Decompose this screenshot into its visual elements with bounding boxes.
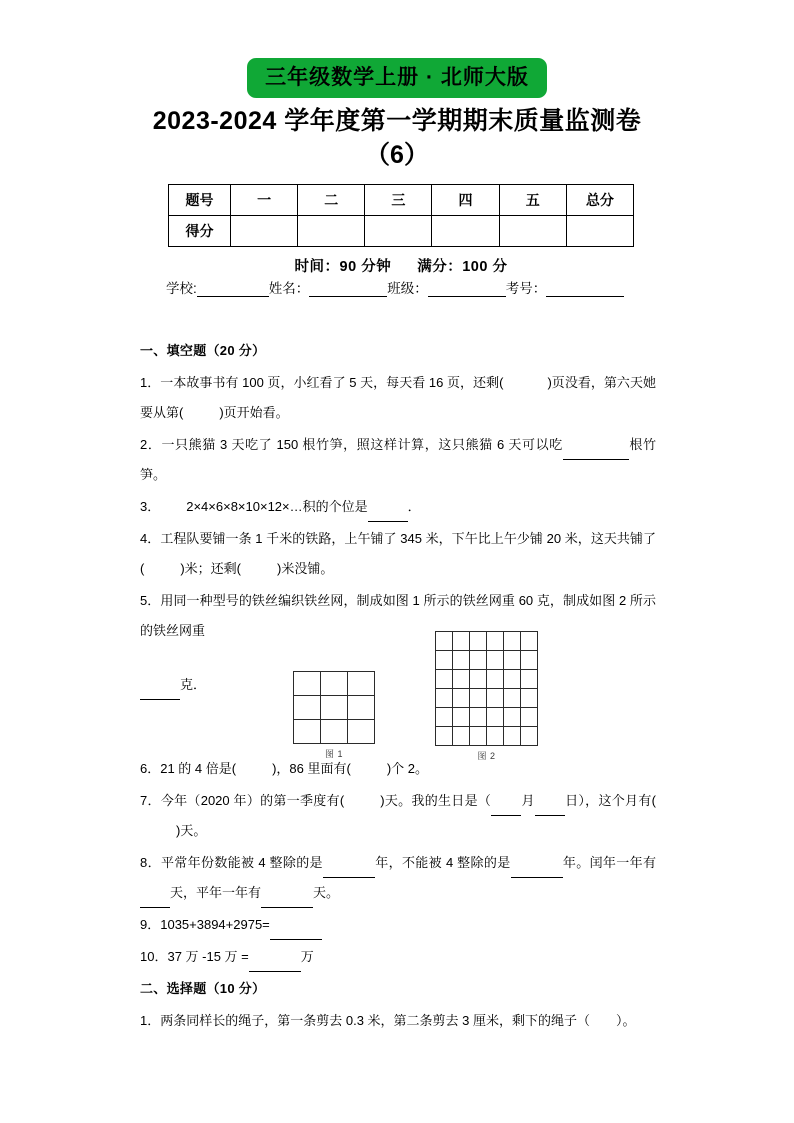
q-text-b: ． <box>407 499 421 514</box>
col-head-1: 一 <box>231 185 298 216</box>
q-text-b: 根竹笋。 <box>140 437 656 482</box>
row-label-tihao: 题号 <box>169 185 231 216</box>
q-text-b: ）。 <box>615 1013 636 1028</box>
q-text-d: 日），这个月有( <box>564 793 656 808</box>
page-title-sub: （6） <box>365 141 429 169</box>
section-heading-multiple-choice: 二、选择题（10 分） <box>140 981 266 996</box>
col-head-2: 二 <box>298 185 365 216</box>
answer-blank[interactable] <box>323 863 375 878</box>
question-1-8 <box>140 848 656 908</box>
row-label-defen: 得分 <box>169 216 231 247</box>
col-head-3: 三 <box>365 185 432 216</box>
q-text-b: )米；还剩( <box>180 561 242 576</box>
answer-blank[interactable] <box>563 445 629 460</box>
q-number: 8． <box>140 855 161 870</box>
answer-blank[interactable] <box>140 685 180 700</box>
student-info-line <box>166 277 662 297</box>
col-head-4: 四 <box>432 185 499 216</box>
question-1-6 <box>140 754 656 784</box>
q-text-b: )，86 里面有( <box>272 761 351 776</box>
exam-time: 时间：90 分钟 <box>294 259 392 275</box>
figure-1-wire-mesh <box>293 671 375 760</box>
q-text-c: )个 2。 <box>386 761 428 776</box>
question-1-5-cont <box>140 670 656 700</box>
q-text-a: 平常年份数能被 4 整除的是 <box>160 855 323 870</box>
header-badge-row <box>0 58 794 98</box>
class-field[interactable] <box>428 296 506 297</box>
exam-no-field[interactable] <box>546 296 624 297</box>
answer-blank[interactable] <box>261 893 313 908</box>
q-text-a: 37 万 -15 万 = <box>167 949 249 964</box>
figure-area-spacer-2 <box>140 702 656 754</box>
label-name: 姓名： <box>268 281 310 296</box>
question-1-5 <box>140 586 656 646</box>
q-number: 1． <box>140 1013 161 1028</box>
grid-3x3 <box>293 671 375 744</box>
q-text-b: 克． <box>180 677 207 692</box>
q-number: 3． <box>140 499 161 514</box>
q-text-a: 1035+3894+2975= <box>160 917 270 932</box>
question-1-1 <box>140 368 656 428</box>
q-text-e: 天。 <box>313 885 340 900</box>
name-field[interactable] <box>309 296 387 297</box>
q-text-e: )天。 <box>176 823 207 838</box>
q-text-a: 今年（2020 年）的第一季度有( <box>160 793 345 808</box>
q-number: 6． <box>140 761 161 776</box>
figure-2-label: 图 2 <box>477 751 496 761</box>
q-text-b: )天。我的生日是（ <box>380 793 492 808</box>
exam-content <box>140 340 656 1038</box>
q-number: 4． <box>140 531 161 546</box>
answer-blank[interactable] <box>535 801 565 816</box>
q-number: 7． <box>140 793 161 808</box>
question-1-3 <box>140 492 656 522</box>
q-text-a: 2×4×6×8×10×12×…积的个位是 <box>186 499 368 514</box>
q-text-a: 用同一种型号的铁丝编织铁丝网，制成如图 1 所示的铁丝网重 60 克，制成如图 2 所示的铁丝网重 <box>140 593 656 638</box>
q-text-c: )页开始看。 <box>219 405 289 420</box>
score-cell-3[interactable] <box>365 216 432 247</box>
school-field[interactable] <box>197 296 269 297</box>
table-row-score <box>169 216 634 247</box>
answer-blank[interactable] <box>491 801 521 816</box>
question-1-10 <box>140 942 656 972</box>
grid-6x6 <box>435 631 538 746</box>
question-1-4 <box>140 524 656 584</box>
q-text-b: )页没看，第六天她要从第( <box>140 375 656 420</box>
q-text-c: 年。闰年一年有 <box>562 855 656 870</box>
answer-blank[interactable] <box>249 957 301 972</box>
q-text-c: )米没铺。 <box>277 561 334 576</box>
q-number: 1． <box>140 375 161 390</box>
q-number: 9． <box>140 917 161 932</box>
q-text-a: 一本故事书有 100 页，小红看了 5 天，每天看 16 页，还剩( <box>160 375 504 390</box>
score-table <box>168 184 634 247</box>
score-cell-1[interactable] <box>231 216 298 247</box>
score-cell-2[interactable] <box>298 216 365 247</box>
subject-badge: 三年级数学上册 · 北师大版 <box>247 58 547 98</box>
q-number: 2． <box>140 437 162 452</box>
q-text-a: 两条同样长的绳子，第一条剪去 0.3 米，第二条剪去 3 厘米，剩下的绳子（ <box>160 1013 590 1028</box>
page-title: 2023-2024 学年度第一学期期末质量监测卷 <box>152 107 642 135</box>
q-number: 5． <box>140 593 161 608</box>
q-text-a: 21 的 4 倍是( <box>160 761 237 776</box>
q-text-c: 月 <box>521 793 535 808</box>
figure-2-wire-mesh <box>435 631 538 762</box>
q-text-b: 年，不能被 4 整除的是 <box>374 855 511 870</box>
figure-1-label: 图 1 <box>324 749 343 759</box>
answer-blank[interactable] <box>368 507 408 522</box>
answer-blank[interactable] <box>270 925 322 940</box>
q-text-b: 万 <box>300 949 314 964</box>
question-2-1 <box>140 1006 656 1036</box>
table-row-header <box>169 185 634 216</box>
q-text-a: 一只熊猫 3 天吃了 150 根竹笋，照这样计算，这只熊猫 6 天可以吃 <box>161 437 563 452</box>
answer-blank[interactable] <box>511 863 563 878</box>
col-head-5: 五 <box>499 185 566 216</box>
q-text-d: 天，平年一年有 <box>170 885 262 900</box>
section-heading-fill-blank: 一、填空题（20 分） <box>140 343 266 358</box>
q-number: 10． <box>140 949 168 964</box>
question-1-7 <box>140 786 656 846</box>
score-cell-4[interactable] <box>432 216 499 247</box>
exam-meta <box>168 255 634 276</box>
label-exam-no: 考号： <box>505 281 547 296</box>
label-school: 学校: <box>166 281 197 296</box>
q-text-a: 工程队要铺一条 1 千米的铁路，上午铺了 345 米，下午比上午少铺 20 米，这天共铺了( <box>140 531 656 576</box>
label-class: 班级： <box>387 281 428 296</box>
question-1-9 <box>140 910 656 940</box>
score-cell-5[interactable] <box>499 216 566 247</box>
col-head-total: 总分 <box>566 185 633 216</box>
question-1-2 <box>140 430 656 490</box>
score-cell-total[interactable] <box>566 216 633 247</box>
answer-blank[interactable] <box>140 893 170 908</box>
exam-total-score: 满分：100 分 <box>417 259 508 275</box>
